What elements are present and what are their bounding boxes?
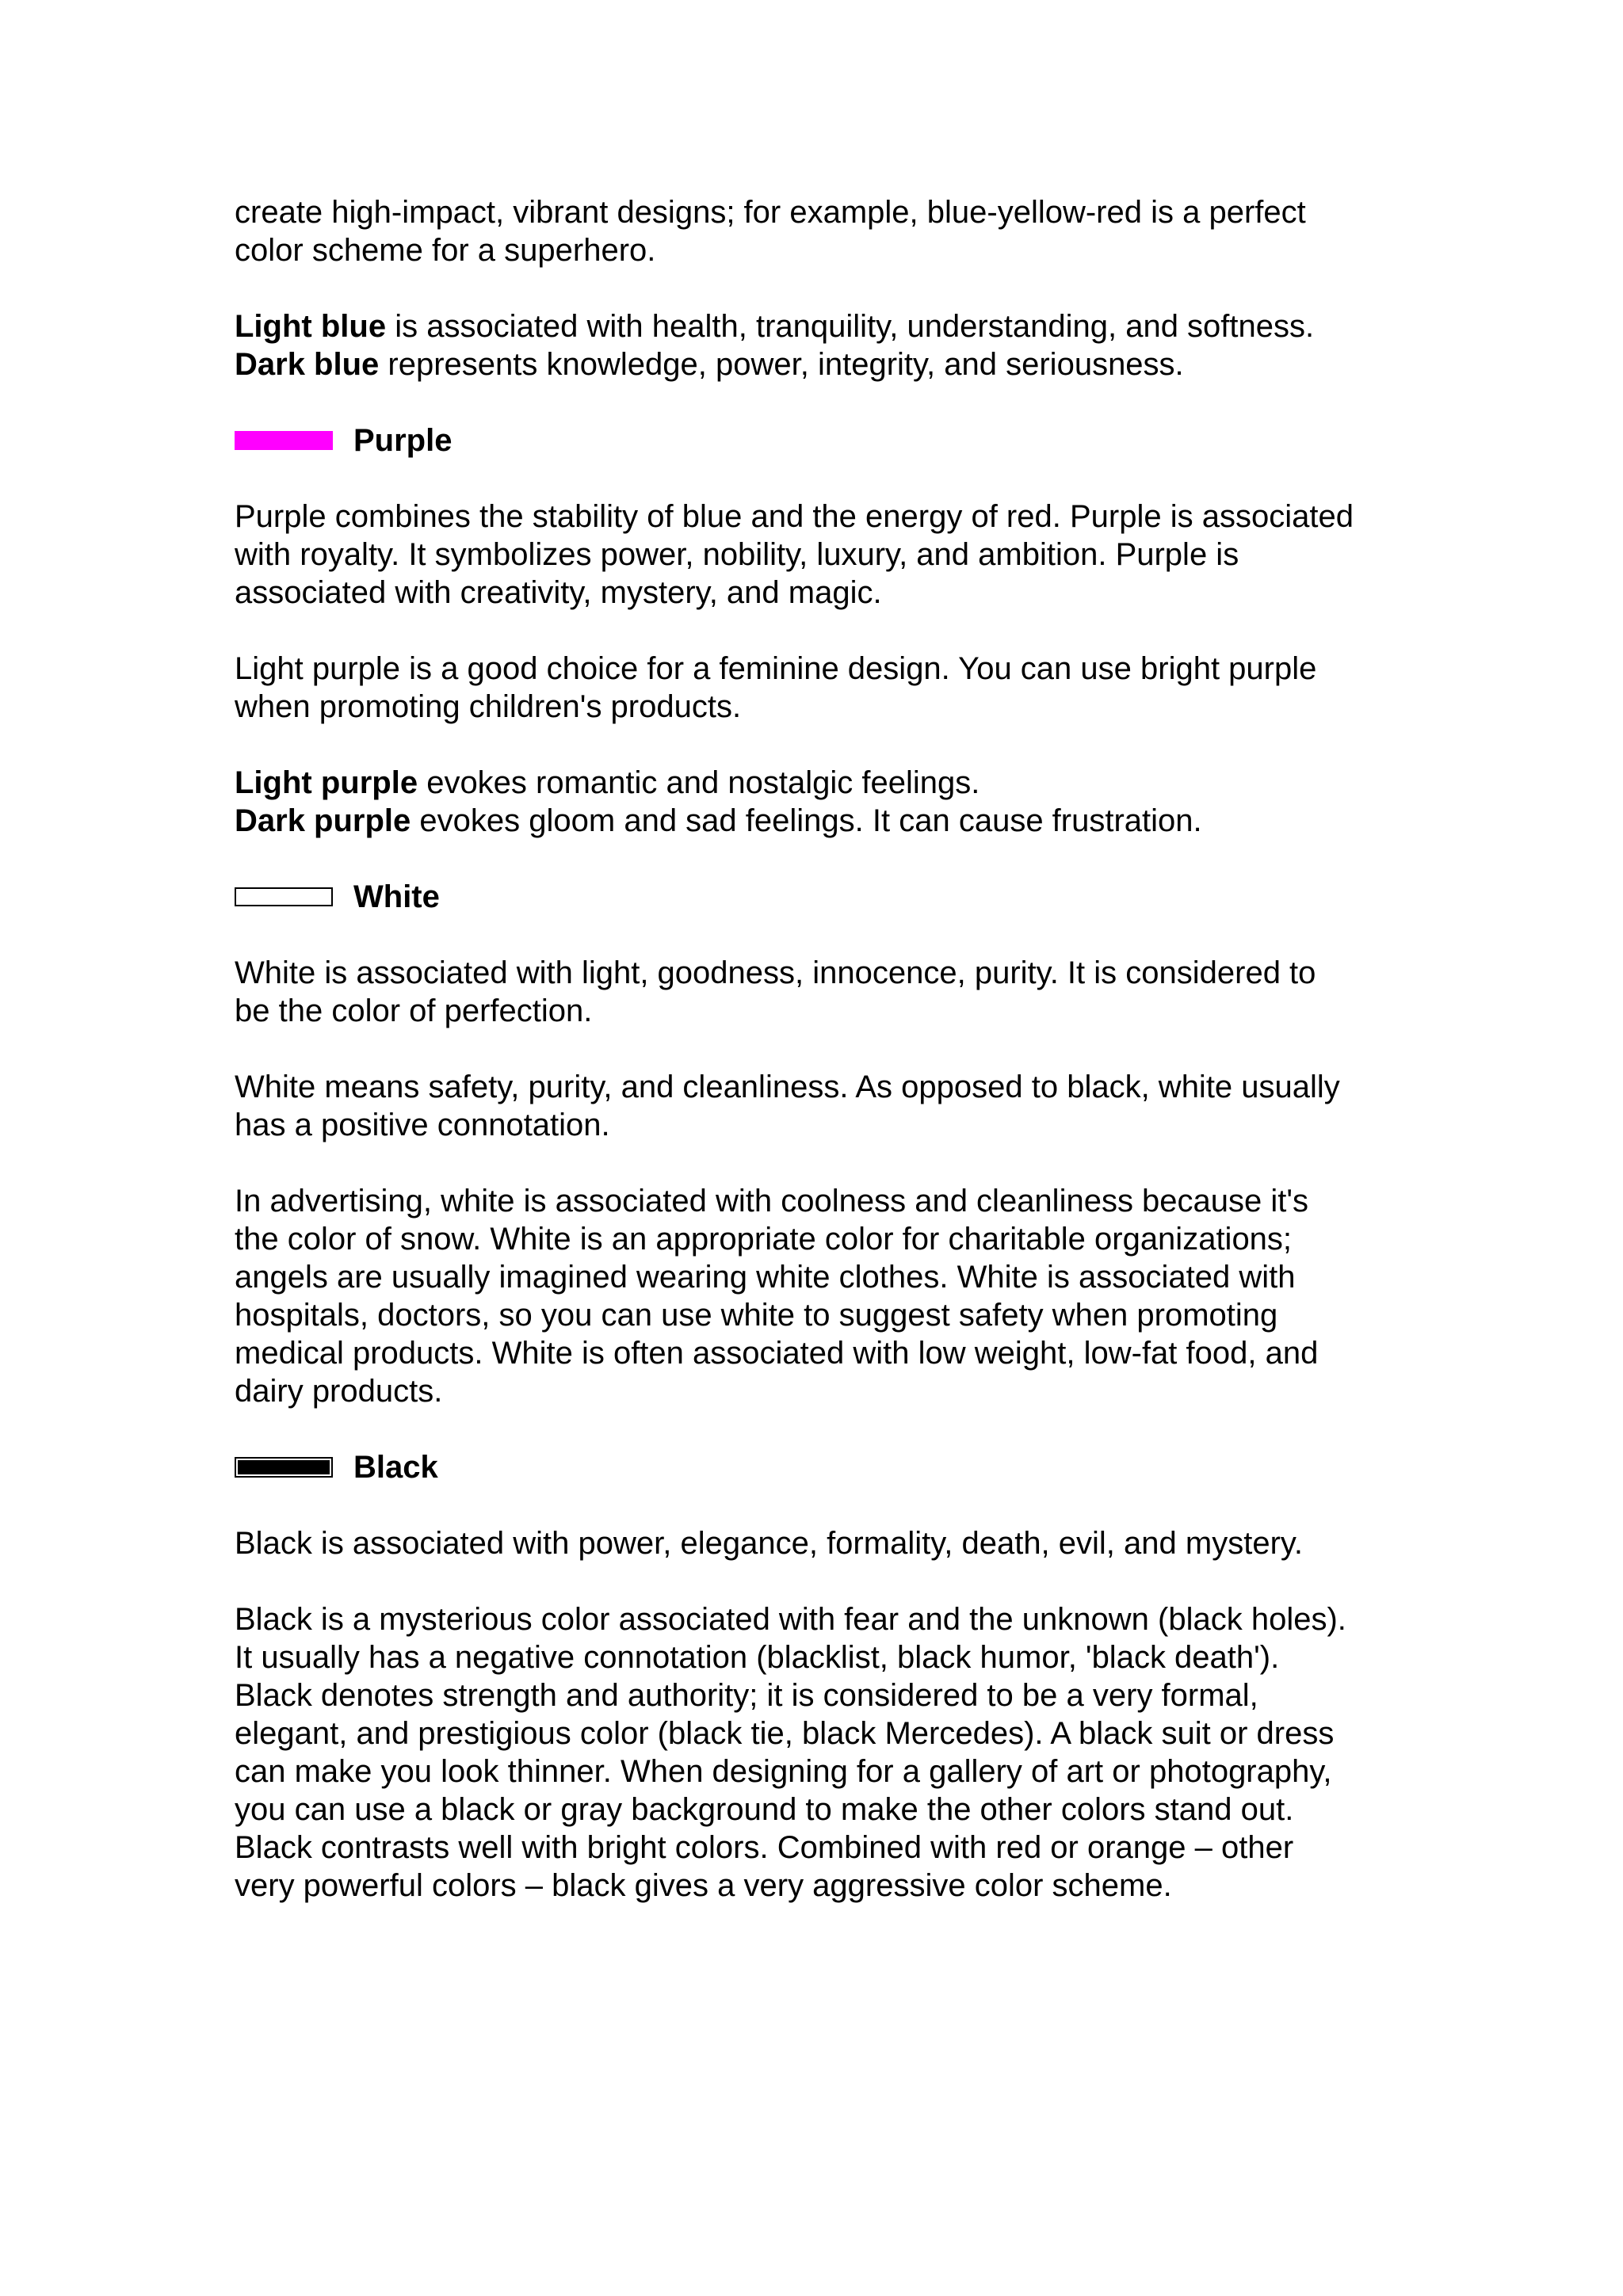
dark-blue-line	[235, 345, 1423, 383]
purple-paragraph-1: Purple combines the stability of blue and the energy of red. Purple is associated with royalty. It symbolizes power, nobility, luxury, and ambition. Purple is associated with creativity, mystery, and magic.	[235, 499, 1354, 610]
light-purple-description: evokes romantic and nostalgic feelings.	[418, 765, 980, 800]
white-paragraph-1: White is associated with light, goodness, innocence, purity. It is considered to be the color of perfection.	[235, 955, 1316, 1028]
black-paragraph-2: Black is a mysterious color associated with fear and the unknown (black holes). It usually has a negative connotation (blacklist, black humor, 'black death'). Black denotes strength and authority; it is considered to be a very formal, elegant, and prestigious color (black tie, black Mercedes). A black suit or dress can make you look thinner. When designing for a gallery of art or photography, you can use a black or gray background to make the other colors stand out. Black contrasts well with bright colors. Combined with red or orange – other very powerful colors – black gives a very aggressive color scheme.	[235, 1602, 1346, 1903]
white-swatch	[235, 887, 333, 906]
purple-heading	[235, 421, 1423, 460]
purple-swatch	[235, 431, 333, 450]
black-heading	[235, 1448, 1423, 1486]
white-paragraph-3: In advertising, white is associated with coolness and cleanliness because it's the color of snow. White is an appropriate color for charitable organizations; angels are usually imagined wearing white clothes. White is associated with hospitals, doctors, so you can use white to suggest safety when promoting medical products. White is often associated with low weight, low-fat food, and dairy products.	[235, 1184, 1319, 1409]
document-page	[235, 193, 1423, 1943]
light-purple-term: Light purple	[235, 765, 418, 800]
purple-heading-label: Purple	[353, 423, 453, 458]
light-blue-term: Light blue	[235, 309, 387, 344]
black-swatch	[238, 1460, 330, 1474]
dark-blue-term: Dark blue	[235, 347, 380, 382]
light-purple-line	[235, 764, 1423, 802]
intro-paragraph: create high-impact, vibrant designs; for example, blue-yellow-red is a perfect color scheme for a superhero.	[235, 195, 1306, 268]
dark-purple-description: evokes gloom and sad feelings. It can cause frustration.	[411, 803, 1202, 838]
black-paragraph-1: Black is associated with power, elegance, formality, death, evil, and mystery.	[235, 1526, 1304, 1561]
light-blue-line	[235, 307, 1423, 345]
white-heading	[235, 878, 1423, 916]
purple-paragraph-2: Light purple is a good choice for a feminine design. You can use bright purple when promoting children's products.	[235, 651, 1317, 724]
light-blue-description: is associated with health, tranquility, understanding, and softness.	[386, 309, 1315, 344]
white-paragraph-2: White means safety, purity, and cleanliness. As opposed to black, white usually has a positive connotation.	[235, 1070, 1340, 1142]
white-heading-label: White	[353, 879, 440, 914]
dark-blue-description: represents knowledge, power, integrity, and seriousness.	[379, 347, 1184, 382]
dark-purple-term: Dark purple	[235, 803, 411, 838]
black-heading-label: Black	[353, 1450, 438, 1485]
dark-purple-line	[235, 802, 1423, 840]
